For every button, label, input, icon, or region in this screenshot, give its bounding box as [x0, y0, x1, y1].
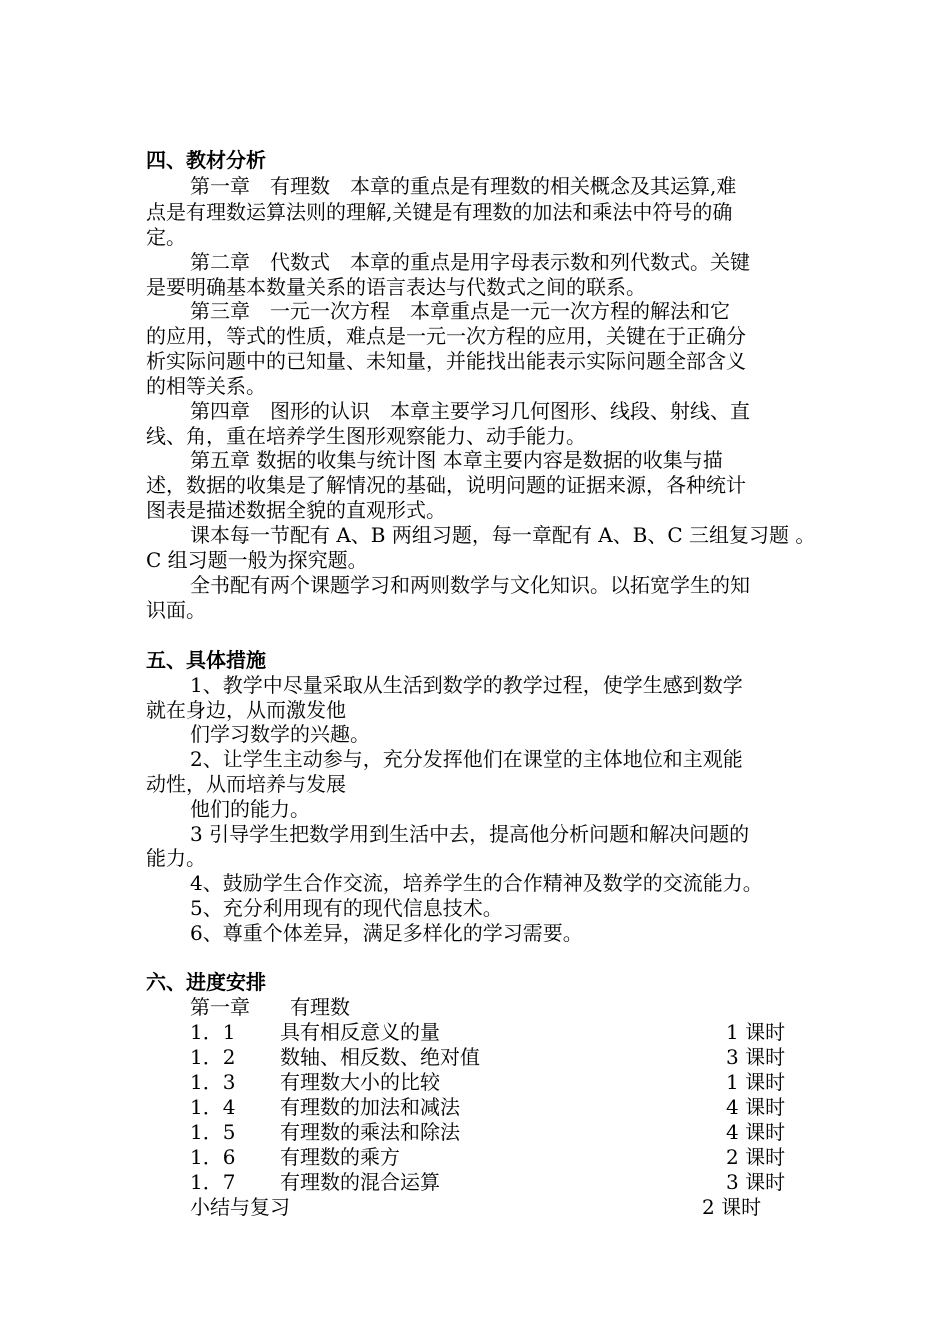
schedule-row [146, 1095, 816, 1120]
schedule-row-number: 1．7 [190, 1170, 236, 1194]
schedule-row-title: 有理数的乘方 [280, 1145, 400, 1169]
schedule-row [146, 1120, 816, 1145]
schedule-row-hours: 1 课时 [726, 1070, 786, 1094]
paragraph-line: 4、鼓励学生合作交流，培养学生的合作精神及数学的交流能力。 [190, 871, 763, 895]
schedule-row [146, 1045, 816, 1070]
paragraph-line: 第四章 图形的认识 本章主要学习几何图形、线段、射线、直 [190, 399, 750, 423]
paragraph-line: 2、让学生主动参与，充分发挥他们在课堂的主体地位和主观能 [190, 747, 743, 771]
paragraph-line: 动性，从而培养与发展 [146, 772, 346, 796]
section-heading-teaching-material-analysis: 四、教材分析 [146, 148, 266, 172]
schedule-row [146, 1070, 816, 1095]
paragraph-line: 析实际问题中的已知量、未知量，并能找出能表示实际问题全部含义 [146, 349, 746, 373]
schedule-row-title: 数轴、相反数、绝对值 [280, 1045, 480, 1069]
paragraph-line: 1、教学中尽量采取从生活到数学的教学过程，使学生感到数学 [190, 673, 743, 697]
paragraph-line: 就在身边，从而激发他 [146, 698, 346, 722]
schedule-row-hours: 4 课时 [726, 1095, 786, 1119]
schedule-row-number: 1．6 [190, 1145, 236, 1169]
schedule-row [146, 1145, 816, 1170]
paragraph-line: 第五章 数据的收集与统计图 本章主要内容是数据的收集与描 [190, 448, 723, 472]
section-heading-specific-measures: 五、具体措施 [146, 648, 266, 672]
paragraph-line: 述，数据的收集是了解情况的基础，说明问题的证据来源，各种统计 [146, 473, 746, 497]
schedule-row-title: 具有相反意义的量 [280, 1020, 440, 1044]
schedule-row-hours: 3 课时 [726, 1045, 786, 1069]
schedule-row-hours: 2 课时 [726, 1145, 786, 1169]
paragraph-line: 图表是描述数据全貌的直观形式。 [146, 498, 446, 522]
schedule-row-number: 1．2 [190, 1045, 236, 1069]
paragraph-line: 点是有理数运算法则的理解,关键是有理数的加法和乘法中符号的确 [146, 200, 733, 224]
schedule-summary-row [146, 1195, 816, 1220]
paragraph-line: 第二章 代数式 本章的重点是用字母表示数和列代数式。关键 [190, 250, 750, 274]
schedule-row-number: 1．3 [190, 1070, 236, 1094]
schedule-row-hours: 4 课时 [726, 1120, 786, 1144]
paragraph-line: C 组习题一般为探究题。 [146, 548, 368, 572]
paragraph-line: 第一章 有理数 本章的重点是有理数的相关概念及其运算,难 [190, 174, 737, 198]
paragraph-line: 他们的能力。 [190, 797, 310, 821]
schedule-row-title: 有理数的乘法和除法 [280, 1120, 460, 1144]
schedule-row-hours: 3 课时 [726, 1170, 786, 1194]
paragraph-line: 线、角，重在培养学生图形观察能力、动手能力。 [146, 424, 586, 448]
schedule-row-title: 有理数的加法和减法 [280, 1095, 460, 1119]
schedule-row-number: 1．1 [190, 1020, 236, 1044]
paragraph-line: 们学习数学的兴趣。 [190, 722, 370, 746]
paragraph-line: 第三章 一元一次方程 本章重点是一元一次方程的解法和它 [190, 299, 730, 323]
schedule-row-number: 1．5 [190, 1120, 236, 1144]
section-heading-schedule: 六、进度安排 [146, 970, 266, 994]
paragraph-line: 能力。 [146, 846, 206, 870]
schedule-row [146, 1170, 816, 1195]
paragraph-line: 定。 [146, 225, 186, 249]
paragraph-line: 5、充分利用现有的现代信息技术。 [190, 896, 503, 920]
paragraph-line: 全书配有两个课题学习和两则数学与文化知识。以拓宽学生的知 [190, 573, 750, 597]
paragraph-line: 是要明确基本数量关系的语言表达与代数式之间的联系。 [146, 275, 646, 299]
schedule-row-number: 1．4 [190, 1095, 236, 1119]
paragraph-line: 的应用，等式的性质，难点是一元一次方程的应用，关键在于正确分 [146, 324, 746, 348]
schedule-summary-hours: 2 课时 [702, 1195, 762, 1219]
paragraph-line: 课本每一节配有 A、B 两组习题，每一章配有 A、B、C 三组复习题 。 [190, 523, 816, 547]
schedule-row-title: 有理数的混合运算 [280, 1170, 440, 1194]
schedule-row-hours: 1 课时 [726, 1020, 786, 1044]
paragraph-line: 3 引导学生把数学用到生活中去，提高他分析问题和解决问题的 [190, 822, 750, 846]
schedule-chapter-title: 第一章 有理数 [190, 995, 350, 1019]
paragraph-line: 6、尊重个体差异，满足多样化的学习需要。 [190, 921, 583, 945]
paragraph-line: 的相等关系。 [146, 374, 266, 398]
schedule-summary-title: 小结与复习 [190, 1195, 290, 1219]
schedule-row-title: 有理数大小的比较 [280, 1070, 440, 1094]
paragraph-line: 识面。 [146, 598, 206, 622]
schedule-row [146, 1020, 816, 1045]
